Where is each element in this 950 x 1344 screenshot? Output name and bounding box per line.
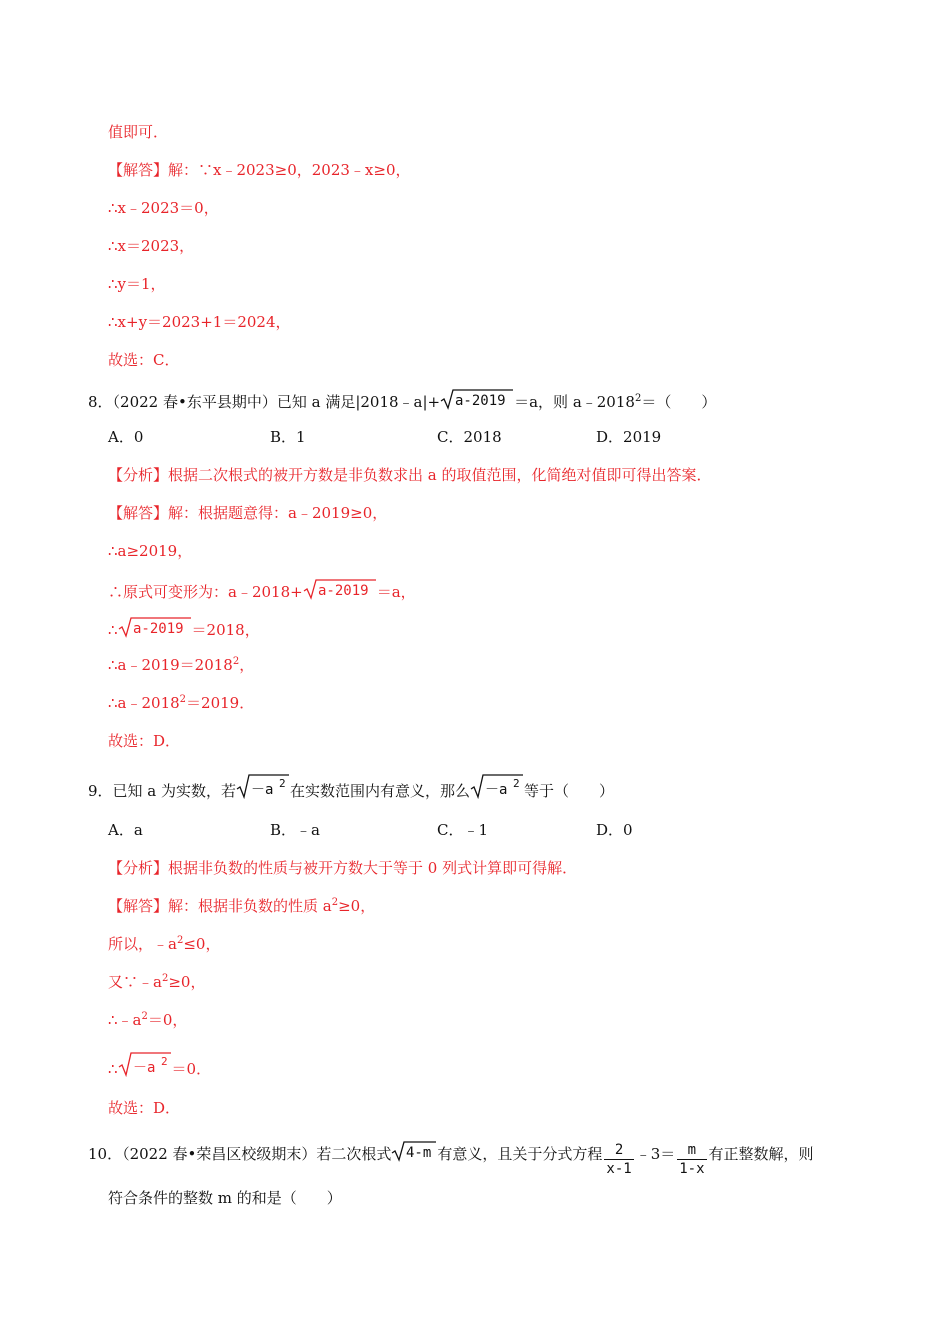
- radical-sign-icon: [118, 616, 192, 638]
- solution-step: ∴x+y＝2023+1＝2024，: [108, 313, 291, 331]
- radical-sign-icon: [470, 773, 524, 799]
- analysis-line: [108, 857, 577, 879]
- step-text: ，: [239, 656, 255, 674]
- exponent: 2: [141, 1011, 148, 1022]
- solution-step: ∴x﹣2023＝0，: [108, 199, 219, 217]
- step-text: ∴: [108, 621, 118, 639]
- answer-line: [108, 895, 375, 917]
- solution-step: [108, 971, 205, 993]
- solution-step: [108, 1009, 187, 1031]
- denominator: x-1: [606, 1161, 632, 1177]
- fraction: [604, 1141, 633, 1178]
- radicand: a-2019: [455, 393, 506, 409]
- answer-tag: 【解答】: [108, 161, 169, 179]
- question-text: ﹣3＝: [635, 1145, 676, 1163]
- answer-text: 解：∵x﹣2023≥0，2023﹣x≥0，: [168, 161, 411, 179]
- analysis-line: [108, 464, 712, 486]
- radical-sign-icon: [303, 578, 377, 600]
- exponent: 2: [176, 935, 184, 946]
- option-a[interactable]: A．0: [108, 428, 144, 446]
- radicand: 4-m: [406, 1145, 432, 1161]
- radicand: －a: [132, 1060, 155, 1076]
- radicand: －a: [485, 782, 508, 798]
- question-text: 9．已知 a 为实数，若: [88, 782, 237, 800]
- step-text: 所以，﹣a: [108, 935, 177, 953]
- question-text: ＝a，则 a﹣2018: [514, 393, 635, 411]
- option-b[interactable]: B．1: [270, 428, 306, 446]
- step-text: ∴﹣a: [108, 1011, 142, 1029]
- question-text: 等于（ ）: [524, 782, 615, 800]
- answer-text: ≥0，: [338, 897, 376, 915]
- numerator: 2: [604, 1141, 633, 1160]
- question-text: 8．（2022 春•东平县期中）已知 a 满足|2018﹣a|+: [88, 393, 441, 411]
- step-text: ＝a，: [376, 583, 416, 601]
- option-d[interactable]: D．2019: [596, 428, 662, 446]
- radicand: －a: [251, 782, 274, 798]
- analysis-text: 根据非负数的性质与被开方数大于等于 0 列式计算即可得解．: [168, 859, 578, 877]
- solution-choice: 故选：D．: [108, 1099, 181, 1117]
- answer-tag: 【解答】: [108, 504, 169, 522]
- denominator: 1-x: [679, 1161, 705, 1177]
- solution-step: [108, 654, 254, 676]
- step-text: ∴: [108, 1060, 118, 1078]
- radical-sign-icon: [236, 773, 290, 799]
- solution-step: [108, 1051, 211, 1080]
- question-9-stem: [88, 773, 614, 802]
- solution-step: ∴a≥2019，: [108, 542, 193, 560]
- solution-step: [108, 616, 260, 641]
- answer-text: 解：根据题意得：a﹣2019≥0，: [168, 504, 388, 522]
- answer-text: 解：根据非负数的性质 a: [168, 897, 332, 915]
- question-8-stem: [88, 388, 716, 413]
- exponent: 2: [513, 777, 520, 790]
- solution-step: [108, 933, 220, 955]
- solution-step: [108, 692, 254, 714]
- fraction: [677, 1141, 706, 1178]
- sqrt-expression: [118, 1051, 172, 1077]
- question-text: 10．（2022 春•荣昌区校级期末）若二次根式: [88, 1145, 392, 1163]
- exponent: 2: [160, 1055, 168, 1068]
- exponent: 2: [179, 694, 187, 705]
- radical-sign-icon: [391, 1140, 437, 1162]
- question-10-stem: [88, 1140, 814, 1178]
- step-text: ＝0．: [171, 1060, 212, 1078]
- sqrt-expression: [470, 773, 524, 799]
- analysis-tag: 【分析】: [108, 859, 169, 877]
- answer-tag: 【解答】: [108, 897, 169, 915]
- exponent: 2: [279, 777, 286, 790]
- solution-text: [108, 159, 411, 181]
- radicand: a-2019: [132, 621, 184, 637]
- step-text: ∴a﹣2019＝2018: [108, 656, 233, 674]
- question-10-stem-continued: 符合条件的整数 m 的和是（ ）: [108, 1189, 342, 1207]
- question-text: 在实数范围内有意义，那么: [290, 782, 471, 800]
- sqrt-expression: [303, 578, 377, 600]
- exponent: 2: [161, 973, 169, 984]
- solution-text: 值即可．: [108, 123, 169, 141]
- question-text: 有正整数解，则: [708, 1145, 814, 1163]
- option-a[interactable]: A．a: [108, 821, 143, 839]
- solution-choice: 故选：C．: [108, 351, 180, 369]
- step-text: ＝2019．: [186, 694, 255, 712]
- question-text: ＝（ ）: [641, 393, 717, 411]
- step-text: ≥0，: [168, 973, 206, 991]
- step-text: ∴a﹣2018: [108, 694, 180, 712]
- radical-sign-icon: [118, 1051, 172, 1077]
- solution-step: ∴x＝2023，: [108, 237, 195, 255]
- exponent: 2: [331, 897, 339, 908]
- solution-choice: 故选：D．: [108, 732, 181, 750]
- step-text: ＝0，: [147, 1011, 188, 1029]
- option-d[interactable]: D．0: [596, 821, 633, 839]
- step-text: ＝2018，: [191, 621, 260, 639]
- numerator: m: [677, 1141, 706, 1160]
- option-c[interactable]: C．2018: [437, 428, 502, 446]
- step-text: ∴原式可变形为：a﹣2018+: [108, 583, 303, 601]
- sqrt-expression: [118, 616, 192, 638]
- sqrt-expression: [440, 388, 514, 410]
- step-text: 又∵﹣a: [108, 973, 162, 991]
- analysis-text: 根据二次根式的被开方数是非负数求出 a 的取值范围，化简绝对值即可得出答案．: [168, 466, 712, 484]
- question-text: 有意义，且关于分式方程: [437, 1145, 603, 1163]
- answer-line: [108, 502, 387, 524]
- exponent: 2: [634, 393, 642, 404]
- sqrt-expression: [391, 1140, 437, 1162]
- exponent: 2: [232, 656, 240, 667]
- option-c[interactable]: C．﹣1: [437, 821, 489, 839]
- solution-step: ∴y＝1，: [108, 275, 166, 293]
- radicand: a-2019: [317, 583, 369, 599]
- solution-step: [108, 578, 416, 603]
- analysis-tag: 【分析】: [108, 466, 169, 484]
- option-b[interactable]: B．﹣a: [270, 821, 320, 839]
- step-text: ≤0，: [183, 935, 221, 953]
- radical-sign-icon: [440, 388, 514, 410]
- sqrt-expression: [236, 773, 290, 799]
